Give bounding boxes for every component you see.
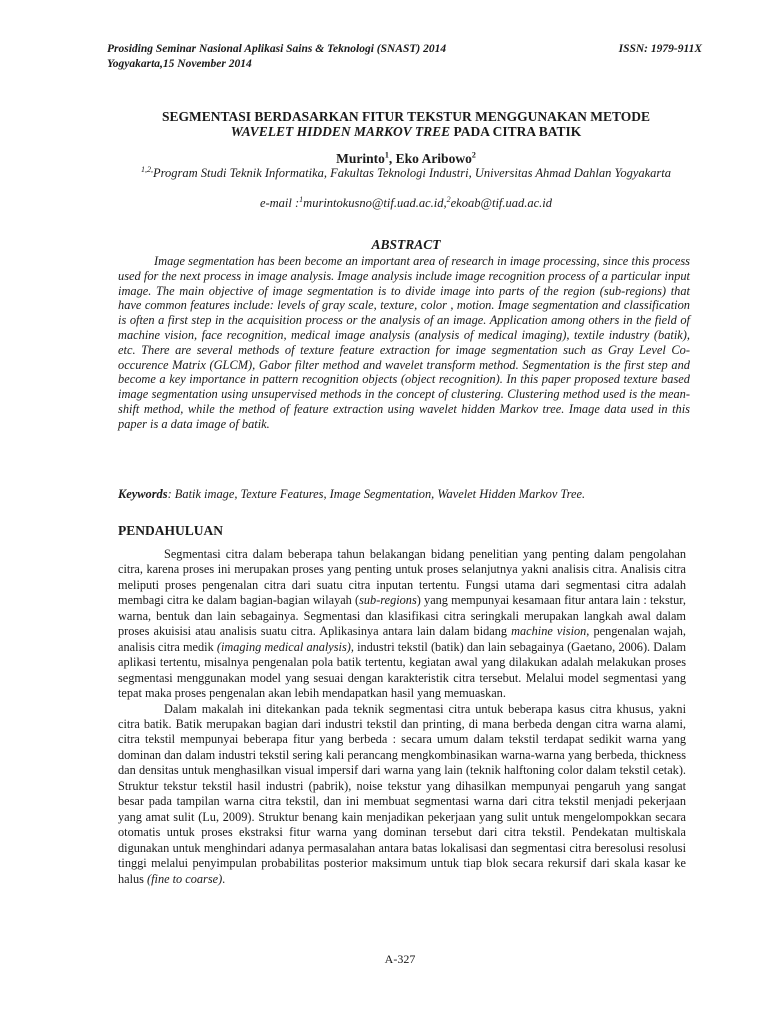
email-line xyxy=(100,196,712,211)
paragraph-2 xyxy=(118,702,686,887)
p1-text-d: industri tekstil (batik) dan lain sebagainya (Gaetano, 2006). Dalam aplikasi tertentu, misalnya pengenalan pola batik tertentu, kegiatan awal yang dilakukan adalah melakukan proses segmentasi menggunakan model yang sesuai dengan karakteristik citra tersebut. Melalui model segmentasi yang tepat maka proses pengenalan akan lebih mendapatkan hasil yang memuaskan. xyxy=(118,639,687,701)
author-1-sup: 1 xyxy=(384,150,389,160)
email-2-sup: 2 xyxy=(446,194,451,204)
author-2: Eko Aribowo xyxy=(395,151,472,166)
p1-italic-2: machine vision xyxy=(511,624,587,639)
section-heading: PENDAHULUAN xyxy=(118,523,224,538)
email-prefix: e-mail : xyxy=(259,196,300,210)
abstract-heading: ABSTRACT xyxy=(371,237,441,252)
title-line-1: SEGMENTASI BERDASARKAN FITUR TEKSTUR MENGGUNAKAN METODE xyxy=(162,109,650,124)
paragraph-1 xyxy=(118,547,686,702)
page-number: A-327 xyxy=(384,952,416,966)
paper-title xyxy=(100,109,712,139)
p2-text-b: . xyxy=(222,871,226,886)
p2-italic-1: (fine to coarse) xyxy=(147,871,223,886)
issn: ISSN: 1979-911X xyxy=(618,43,702,55)
keywords-label: Keywords xyxy=(118,487,168,501)
author-2-sup: 2 xyxy=(471,150,476,160)
author-1: Murinto xyxy=(336,151,385,166)
proceedings-title: Prosiding Seminar Nasional Aplikasi Sains & Teknologi (SNAST) 2014 xyxy=(107,43,447,55)
keywords-line xyxy=(118,487,698,502)
title-rest: PADA CITRA BATIK xyxy=(450,124,582,139)
p1-italic-3: (imaging medical analysis), xyxy=(216,639,354,654)
p1-text-c: , pengenalan wajah, analisis citra medik xyxy=(118,624,686,654)
affiliation-sup: 1,2, xyxy=(140,164,153,174)
email-1: murintokusno@tif.uad.ac.id, xyxy=(303,196,447,210)
p1-italic-1: sub-regions xyxy=(359,593,417,608)
p1-text-a: Segmentasi citra dalam beberapa tahun belakangan bidang penelitian yang penting dalam pengolahan citra, karena proses ini merupakan proses yang penting untuk proses selanjutnya yakni analisis citra. Analisis citra meliputi proses pengenalan citra dari suatu citra inputan tertentu. Fungsi utama dari segmentasi citra adalah membagi citra ke dalam bagian-bagian wilayah ( xyxy=(118,547,686,608)
affiliation-text: Program Studi Teknik Informatika, Fakultas Teknologi Industri, Universitas Ahmad Dahlan Yogyakarta xyxy=(152,166,672,180)
email-2: ekoab@tif.uad.ac.id xyxy=(450,196,553,210)
keywords-text: : Batik image, Texture Features, Image Segmentation, Wavelet Hidden Markov Tree. xyxy=(167,487,586,501)
p2-text-a: Dalam makalah ini ditekankan pada teknik segmentasi citra untuk beberapa kasus citra khusus, yakni citra batik. Batik merupakan bagian dari industri tekstil dan printing, di mana berbeda dengan citra warna alami, citra tekstil mempunyai beberapa fitur yang berbeda : secara umum dalam tekstil terdapat sedikit warna yang dominan dan dalam industri tekstil sering kali perancang mengkombinasikan warna-warna yang berbeda, thickness dan densitas untuk menghasilkan visual impersif dari warna yang lain (teknik halftoning color dalam tekstil cetak). Struktur tekstur tekstil hasil industri (pabrik), noise tekstur yang dihasilkan mempunyai pengaruh yang sangat besar pada tampilan warna citra tekstil, dan ini membuat segmentasi warna dari citra tekstil menjadi pekerjaan yang amat sulit (Lu, 2009). Struktur benang kain menjadikan pekerjaan yang sulit untuk mengelompokkan secara otomatis untuk proses ekstraksi fitur warna yang dominan tersebut dari citra tekstil. Pendekatan multiskala digunakan untuk menghindari adanya permasalahan antara batas lokalisasi dan segmentasi citra beresolusi resolusi tinggi melalui penyimpulan probabilitas posterior maksimum untuk tiap blok secara rekursif dari skala kasar ke halus xyxy=(118,701,686,886)
author-list xyxy=(100,151,712,167)
title-line-2 xyxy=(100,124,712,139)
abstract-text: Image segmentation has been become an important area of research in image processing, since this process used for the next process in image analysis. Image analysis include image recognition process of a particular input image. The main objective of image segmentation is to divide image into parts of the region (sub-regions) that have common features include: levels of gray scale, texture, color , motion. Image segmentation and classification is often a first step in the acquisition process or the analysis of an image. Application among others in the field of machine vision, face recognition, medical image analysis (analysis of medical imaging), textile industry (batik), etc. There are several methods of texture feature extraction for image segmentation such as Gray Level Co-occurence Matrix (GLCM), Gabor filter method and wavelet transform method. Segmentation is the first step and become a key importance in pattern recognition objects (object recognition). In this paper proposed texture based image segmentation using unsupervised methods in the concept of clustering. Clustering method used is the mean-shift method, while the method of feature extraction using wavelet hidden Markov tree. Image data used in this paper is a data image of batik. xyxy=(118,254,690,431)
running-header xyxy=(107,42,702,72)
location-date: Yogyakarta,15 November 2014 xyxy=(107,58,252,70)
title-italic-part: WAVELET HIDDEN MARKOV TREE xyxy=(230,124,451,139)
section-body xyxy=(118,547,686,887)
affiliation xyxy=(130,166,682,181)
p1-text-b: ) yang mempunyai kesamaan fitur antara lain : tekstur, warna, bentuk dan lain sebagainya. Segmentasi dan klasifikasi citra seringkali merupakan langkah awal dalam proses akuisisi atau analisis suatu citra. Aplikasinya antara lain dalam bidang xyxy=(118,593,686,639)
author-separator: , xyxy=(388,151,396,166)
email-1-sup: 1 xyxy=(299,194,304,204)
